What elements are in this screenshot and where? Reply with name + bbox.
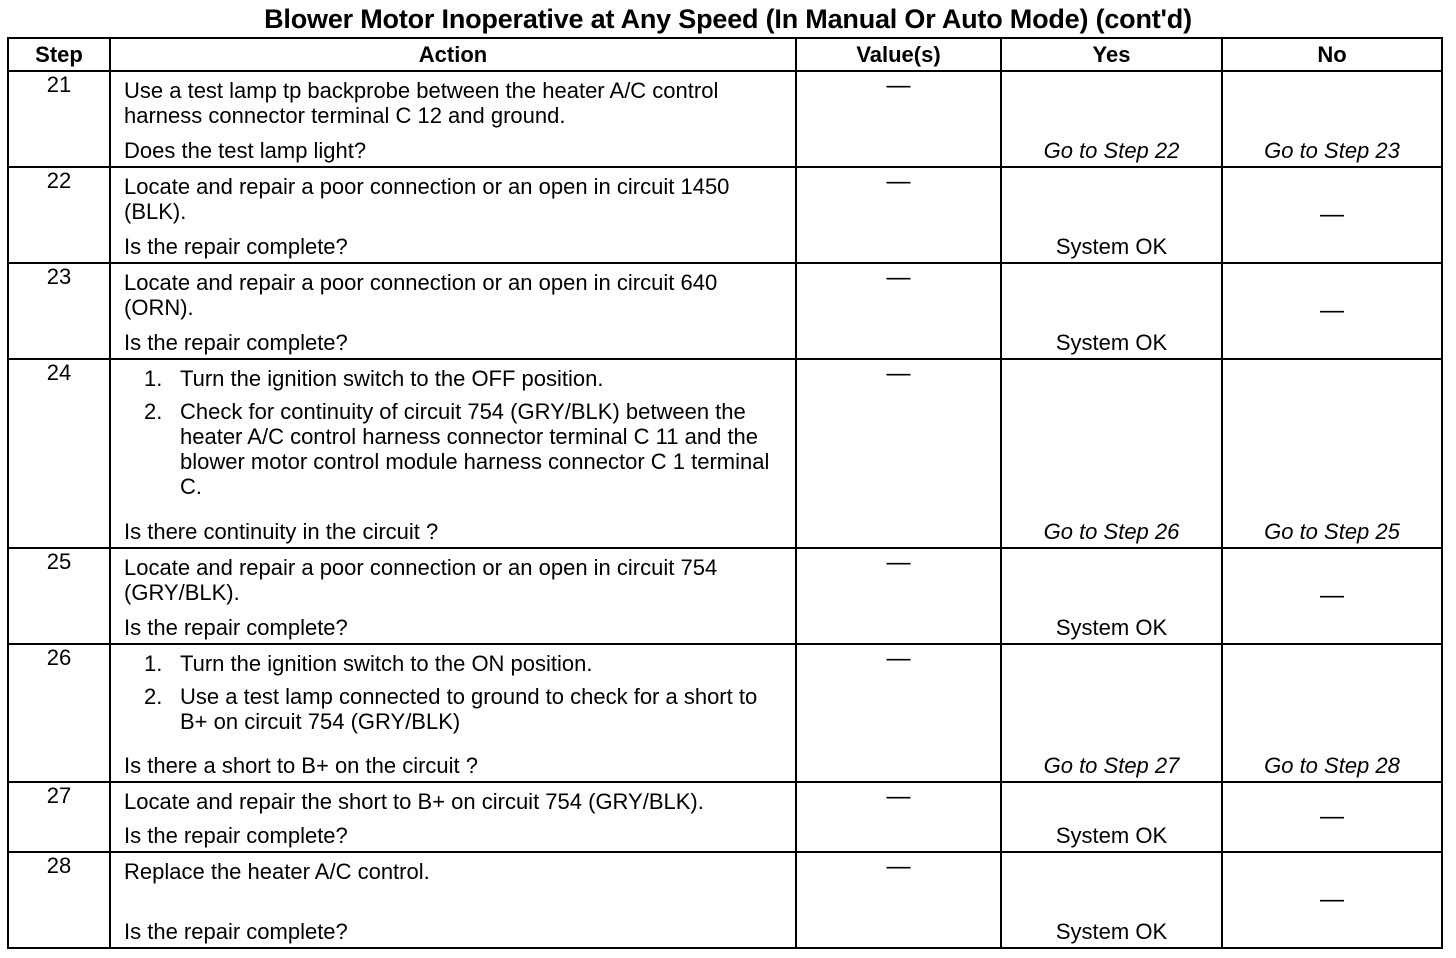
table-row	[8, 644, 1442, 782]
action-question: Is the repair complete?	[124, 330, 348, 355]
action-cell	[110, 548, 796, 644]
action-question: Is the repair complete?	[124, 234, 348, 259]
yes-outcome: System OK	[1055, 615, 1168, 640]
value-cell: —	[796, 548, 1001, 644]
action-cell	[110, 263, 796, 359]
action-question: Is the repair complete?	[124, 919, 348, 944]
value-cell: —	[796, 71, 1001, 167]
no-outcome: —	[1320, 886, 1344, 913]
action-text: Locate and repair the short to B+ on circuit 754 (GRY/BLK).	[124, 789, 704, 814]
no-cell	[1222, 782, 1442, 852]
no-outcome: —	[1320, 582, 1344, 609]
header-step: Step	[8, 38, 110, 71]
yes-cell	[1001, 263, 1222, 359]
step-number: 23	[8, 263, 110, 359]
action-question: Is the repair complete?	[124, 823, 348, 848]
substep-text: Turn the ignition switch to the OFF position.	[180, 366, 604, 391]
action-cell	[110, 71, 796, 167]
no-cell	[1222, 359, 1442, 548]
no-outcome: Go to Step 23	[1264, 138, 1400, 163]
value-cell: —	[796, 263, 1001, 359]
yes-cell	[1001, 548, 1222, 644]
yes-cell	[1001, 359, 1222, 548]
diagnostic-table	[7, 37, 1443, 949]
action-question: Is there continuity in the circuit ?	[124, 519, 439, 544]
yes-outcome: Go to Step 27	[1043, 753, 1180, 778]
action-text: Use a test lamp tp backprobe between the heater A/C control harness connector terminal C 12 and ground.	[124, 78, 719, 128]
value-cell: —	[796, 359, 1001, 548]
yes-outcome: Go to Step 22	[1043, 138, 1180, 163]
substep-list	[124, 651, 787, 734]
substep-text: Check for continuity of circuit 754 (GRY/BLK) between the heater A/C control harness connector terminal C 11 and the blower motor control module harness connector C 1 terminal C.	[180, 399, 770, 499]
substep-item	[124, 684, 787, 734]
table-row	[8, 263, 1442, 359]
header-action: Action	[110, 38, 796, 71]
value-cell: —	[796, 782, 1001, 852]
yes-cell	[1001, 71, 1222, 167]
action-cell	[110, 359, 796, 548]
yes-cell	[1001, 782, 1222, 852]
step-number: 25	[8, 548, 110, 644]
yes-outcome: System OK	[1055, 919, 1168, 944]
no-cell	[1222, 167, 1442, 263]
step-number: 21	[8, 71, 110, 167]
no-outcome: —	[1320, 803, 1344, 830]
header-yes: Yes	[1001, 38, 1222, 71]
no-cell	[1222, 263, 1442, 359]
table-header-row	[8, 38, 1442, 71]
no-cell	[1222, 548, 1442, 644]
yes-cell	[1001, 167, 1222, 263]
header-values: Value(s)	[796, 38, 1001, 71]
yes-outcome: System OK	[1055, 330, 1168, 355]
no-outcome: —	[1320, 201, 1344, 228]
substep-text: Turn the ignition switch to the ON position.	[180, 651, 593, 676]
yes-outcome: Go to Step 26	[1043, 519, 1180, 544]
action-question: Is there a short to B+ on the circuit ?	[124, 753, 479, 778]
action-text: Replace the heater A/C control.	[124, 859, 430, 884]
action-text: Locate and repair a poor connection or an open in circuit 640 (ORN).	[124, 270, 718, 320]
step-number: 28	[8, 852, 110, 948]
value-cell: —	[796, 852, 1001, 948]
action-cell	[110, 167, 796, 263]
yes-cell	[1001, 644, 1222, 782]
yes-cell	[1001, 852, 1222, 948]
table-row	[8, 548, 1442, 644]
no-cell	[1222, 71, 1442, 167]
no-cell	[1222, 644, 1442, 782]
no-outcome: Go to Step 25	[1264, 519, 1400, 544]
substep-list	[124, 366, 787, 499]
step-number: 22	[8, 167, 110, 263]
yes-outcome: System OK	[1055, 234, 1168, 259]
no-outcome: —	[1320, 297, 1344, 324]
step-number: 26	[8, 644, 110, 782]
action-text: Locate and repair a poor connection or an open in circuit 1450 (BLK).	[124, 174, 730, 224]
action-question: Is the repair complete?	[124, 615, 348, 640]
action-cell	[110, 644, 796, 782]
table-row	[8, 167, 1442, 263]
action-cell	[110, 782, 796, 852]
substep-number: 1.	[144, 651, 163, 676]
substep-number: 1.	[144, 366, 163, 391]
value-cell: —	[796, 167, 1001, 263]
table-row	[8, 359, 1442, 548]
table-row	[8, 852, 1442, 948]
substep-text: Use a test lamp connected to ground to check for a short to B+ on circuit 754 (GRY/BLK)	[180, 684, 758, 734]
no-outcome: Go to Step 28	[1264, 753, 1400, 778]
action-cell	[110, 852, 796, 948]
header-no: No	[1222, 38, 1442, 71]
step-number: 24	[8, 359, 110, 548]
value-cell: —	[796, 644, 1001, 782]
table-row	[8, 71, 1442, 167]
yes-outcome: System OK	[1055, 823, 1168, 848]
substep-number: 2.	[144, 684, 163, 709]
page-title: Blower Motor Inoperative at Any Speed (In Manual Or Auto Mode) (cont'd)	[264, 4, 1192, 34]
action-question: Does the test lamp light?	[124, 138, 367, 163]
action-text: Locate and repair a poor connection or an open in circuit 754 (GRY/BLK).	[124, 555, 718, 605]
substep-item	[124, 366, 787, 391]
step-number: 27	[8, 782, 110, 852]
substep-item	[124, 399, 787, 499]
substep-number: 2.	[144, 399, 163, 424]
no-cell	[1222, 852, 1442, 948]
table-row	[8, 782, 1442, 852]
substep-item	[124, 651, 787, 676]
